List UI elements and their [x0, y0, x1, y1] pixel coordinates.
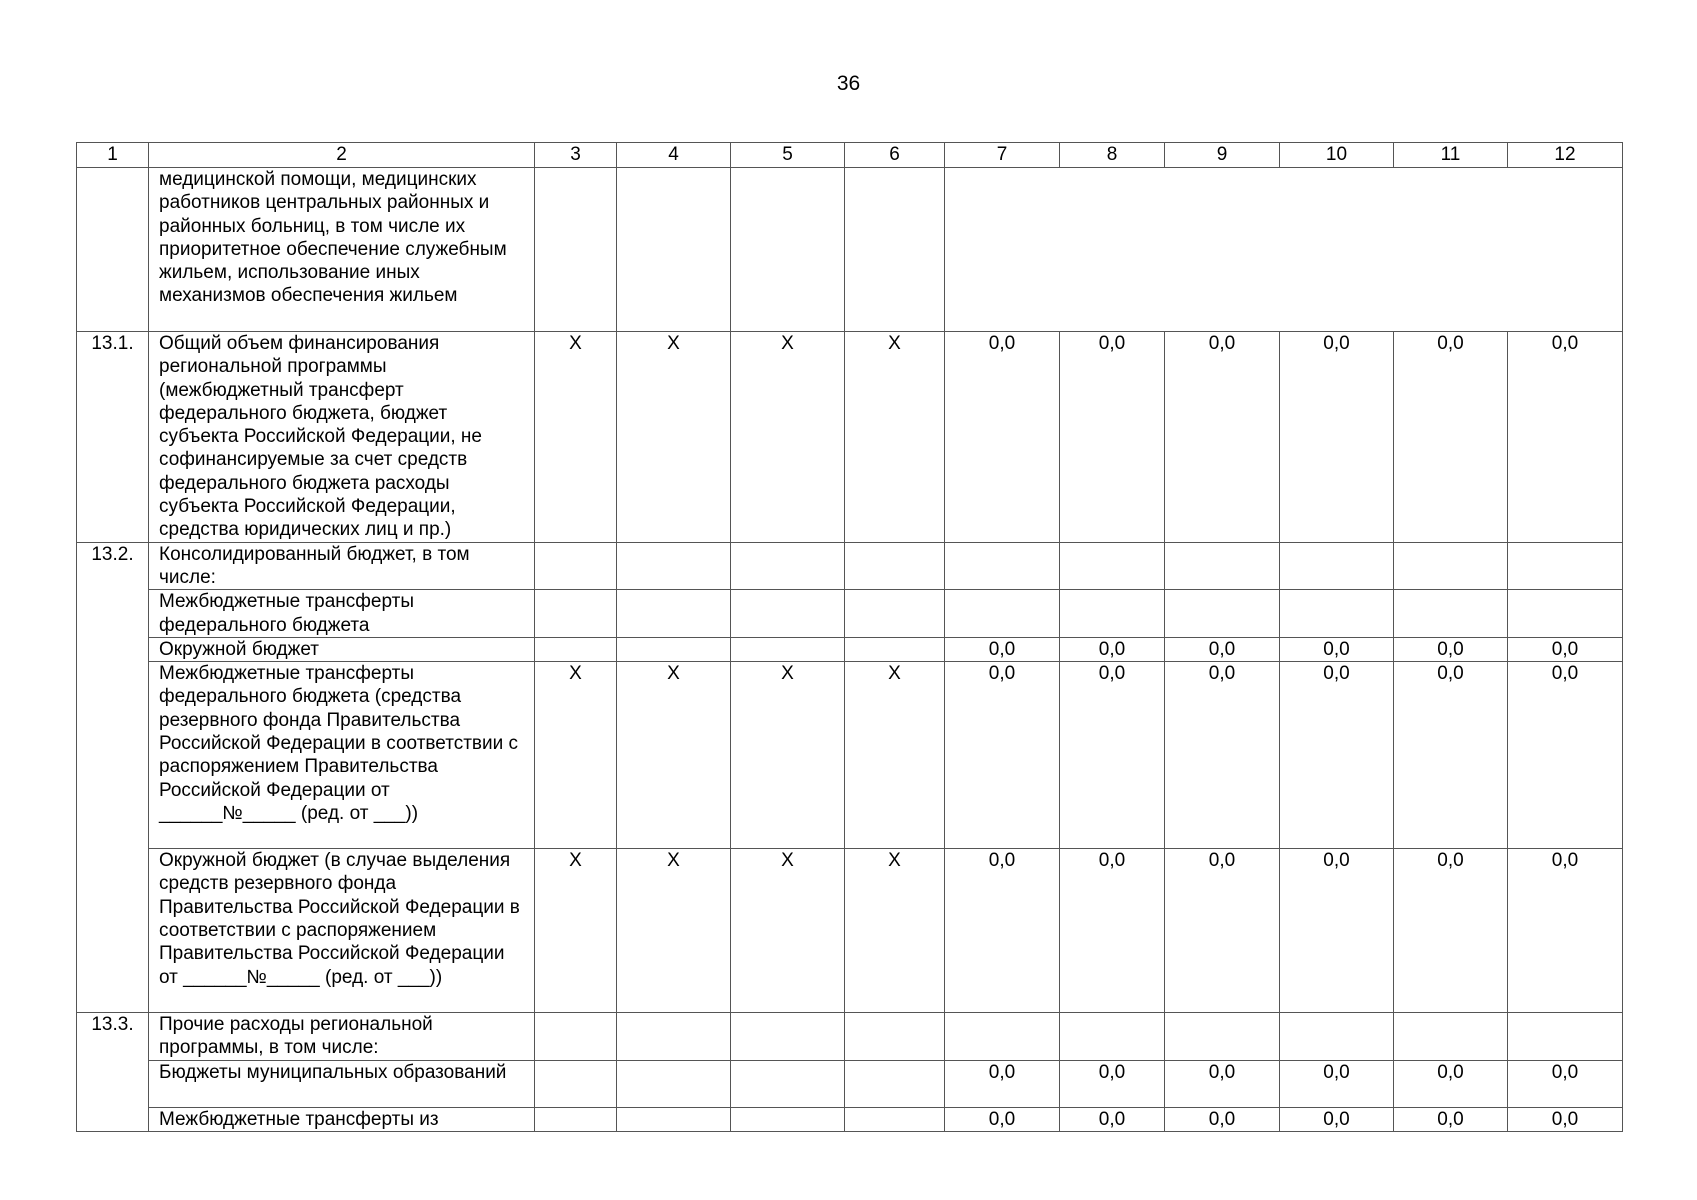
table-cell	[1165, 542, 1280, 590]
table-cell	[1060, 542, 1165, 590]
table-cell: 0,0	[1165, 637, 1280, 661]
row-description: медицинской помощи, медицинских работников центральных районных и районных больниц, в том числе их приоритетное обеспечение служебным жильем, использование иных механизмов обеспечения жильем	[149, 168, 535, 332]
table-cell: X	[845, 662, 945, 849]
table-cell: X	[535, 332, 617, 543]
table-cell: 0,0	[1060, 1107, 1165, 1131]
table-row	[77, 662, 1623, 849]
table-row-continuation	[77, 168, 1623, 332]
row-description: Бюджеты муниципальных образований	[149, 1060, 535, 1107]
table-cell: 0,0	[1165, 849, 1280, 1013]
row-number: 13.1.	[77, 332, 149, 543]
table-cell: 0,0	[945, 662, 1060, 849]
table-cell: X	[617, 849, 731, 1013]
table-cell: X	[617, 332, 731, 543]
table-cell: 0,0	[1508, 1107, 1623, 1131]
column-header: 3	[535, 143, 617, 168]
table-cell: X	[731, 332, 845, 543]
table-cell: 0,0	[1060, 662, 1165, 849]
table-row	[77, 849, 1623, 1013]
header-row	[77, 143, 1623, 168]
table-cell	[617, 542, 731, 590]
table-cell: 0,0	[1508, 662, 1623, 849]
table-cell: 0,0	[1165, 662, 1280, 849]
table-cell	[617, 590, 731, 638]
row-description: Межбюджетные трансферты из	[149, 1107, 535, 1131]
table-cell	[845, 542, 945, 590]
table-cell	[731, 1107, 845, 1131]
table-cell: 0,0	[1280, 637, 1394, 661]
table-row	[77, 590, 1623, 638]
table-cell: 0,0	[1060, 849, 1165, 1013]
table-cell	[1394, 1013, 1508, 1061]
row-description: Прочие расходы региональной программы, в том числе:	[149, 1013, 535, 1061]
row-number: 13.2.	[77, 542, 149, 1012]
row-description: Консолидированный бюджет, в том числе:	[149, 542, 535, 590]
column-header: 9	[1165, 143, 1280, 168]
table-cell	[945, 590, 1060, 638]
row-description: Общий объем финансирования региональной программы (межбюджетный трансферт федерального бюджета, бюджет субъекта Российской Федерации, не софинансируемые за счет средств федерального бюджета расходы субъекта Российской Федерации, средства юридических лиц и пр.)	[149, 332, 535, 543]
column-header: 12	[1508, 143, 1623, 168]
table-cell	[945, 1013, 1060, 1061]
row-description: Окружной бюджет (в случае выделения средств резервного фонда Правительства Российской Федерации в соответствии с распоряжением Правительства Российской Федерации от ______№_____ (ред. от ___))	[149, 849, 535, 1013]
table-cell: 0,0	[945, 637, 1060, 661]
table-cell	[1508, 590, 1623, 638]
table-cell: 0,0	[1165, 332, 1280, 543]
table-cell: 0,0	[945, 1060, 1060, 1107]
table-cell: 0,0	[1280, 332, 1394, 543]
table-cell: 0,0	[1394, 332, 1508, 543]
table-cell	[845, 637, 945, 661]
table-cell: 0,0	[1394, 662, 1508, 849]
table-cell	[731, 1013, 845, 1061]
table-cell	[1060, 590, 1165, 638]
table-cell: 0,0	[1394, 1107, 1508, 1131]
row-description: Окружной бюджет	[149, 637, 535, 661]
table-cell	[845, 1013, 945, 1061]
table-cell	[1280, 542, 1394, 590]
table-cell	[1508, 542, 1623, 590]
table-cell: 0,0	[1280, 1060, 1394, 1107]
table-cell	[1060, 1013, 1165, 1061]
table-cell	[845, 1060, 945, 1107]
table-cell	[731, 590, 845, 638]
page-number: 36	[836, 72, 861, 95]
column-header: 7	[945, 143, 1060, 168]
table-cell	[617, 637, 731, 661]
table-cell	[535, 1060, 617, 1107]
row-description: Межбюджетные трансферты федерального бюджета (средства резервного фонда Правительства Российской Федерации в соответствии с распоряжением Правительства Российской Федерации от ______№_____ (ред. от ___))	[149, 662, 535, 849]
table-cell	[731, 542, 845, 590]
table-cell	[535, 542, 617, 590]
table-cell	[731, 637, 845, 661]
table-cell	[535, 590, 617, 638]
table-cell: 0,0	[1060, 1060, 1165, 1107]
column-header: 5	[731, 143, 845, 168]
table-cell: 0,0	[1060, 637, 1165, 661]
table-row	[77, 1060, 1623, 1107]
table-cell	[617, 1060, 731, 1107]
table-cell	[1394, 590, 1508, 638]
table-cell: 0,0	[1165, 1107, 1280, 1131]
table-cell	[535, 637, 617, 661]
table-cell	[845, 1107, 945, 1131]
table-cell	[617, 1107, 731, 1131]
table-row	[77, 637, 1623, 661]
table-row	[77, 542, 1623, 590]
column-header: 11	[1394, 143, 1508, 168]
table-cell: 0,0	[945, 332, 1060, 543]
table-cell: X	[845, 849, 945, 1013]
row-number: 13.3.	[77, 1013, 149, 1132]
table-cell	[617, 1013, 731, 1061]
table-cell	[845, 590, 945, 638]
table-cell	[1165, 590, 1280, 638]
table-cell: 0,0	[1508, 637, 1623, 661]
table-cell	[1165, 1013, 1280, 1061]
column-header: 1	[77, 143, 149, 168]
table-cell: 0,0	[1508, 332, 1623, 543]
table-cell: 0,0	[1280, 1107, 1394, 1131]
table-cell: X	[535, 849, 617, 1013]
table-cell	[945, 542, 1060, 590]
column-header: 10	[1280, 143, 1394, 168]
table-cell: 0,0	[1165, 1060, 1280, 1107]
column-header: 4	[617, 143, 731, 168]
column-header: 8	[1060, 143, 1165, 168]
table-cell	[1280, 1013, 1394, 1061]
table-cell: 0,0	[1394, 1060, 1508, 1107]
table-cell	[1508, 1013, 1623, 1061]
table-cell: X	[535, 662, 617, 849]
financing-table	[76, 142, 1623, 1132]
table-cell: 0,0	[1280, 849, 1394, 1013]
table-cell: 0,0	[1060, 332, 1165, 543]
row-description: Межбюджетные трансферты федерального бюджета	[149, 590, 535, 638]
table-row	[77, 1107, 1623, 1131]
table-cell	[1280, 590, 1394, 638]
table-cell	[1394, 542, 1508, 590]
table-cell	[535, 1107, 617, 1131]
table-cell: X	[617, 662, 731, 849]
table-cell: 0,0	[1394, 849, 1508, 1013]
table-cell: 0,0	[945, 1107, 1060, 1131]
table-row	[77, 1013, 1623, 1061]
column-header: 2	[149, 143, 535, 168]
table-row	[77, 332, 1623, 543]
table-cell: 0,0	[1508, 849, 1623, 1013]
table-cell: 0,0	[1508, 1060, 1623, 1107]
table-cell	[731, 1060, 845, 1107]
table-cell: 0,0	[1280, 662, 1394, 849]
column-header: 6	[845, 143, 945, 168]
table-cell: X	[845, 332, 945, 543]
table-cell: 0,0	[945, 849, 1060, 1013]
table-cell: 0,0	[1394, 637, 1508, 661]
table-cell: X	[731, 662, 845, 849]
table-cell	[535, 1013, 617, 1061]
table-cell: X	[731, 849, 845, 1013]
